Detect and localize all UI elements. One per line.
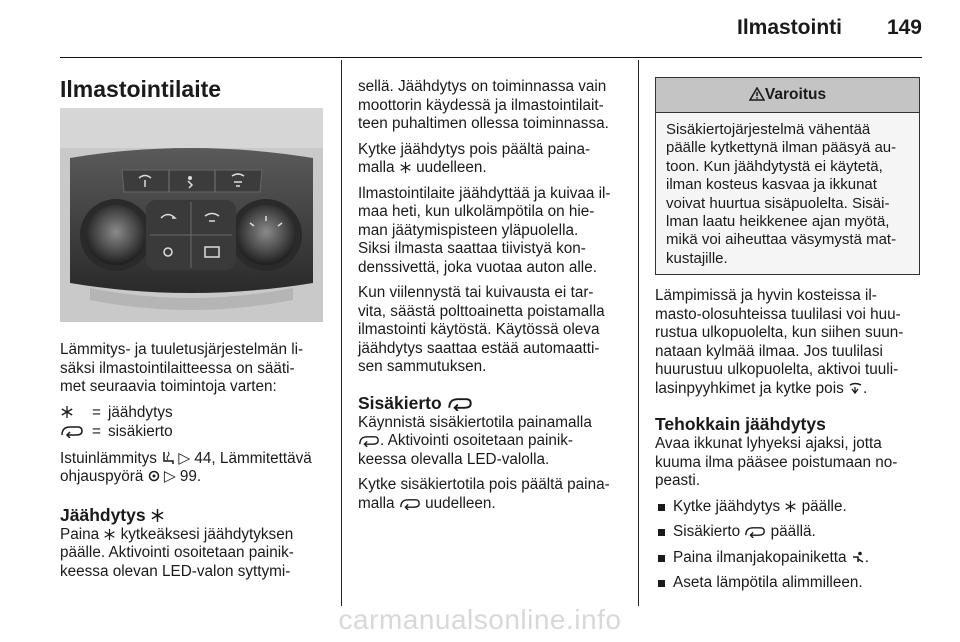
paragraph — [358, 185, 633, 278]
snowflake-icon — [150, 505, 165, 525]
text-line: masto-olosuhteissa tuulilasi voi huu- — [655, 305, 901, 323]
climate-control-panel-photo — [60, 108, 323, 322]
paragraph — [358, 78, 633, 134]
column-3-text — [655, 287, 930, 600]
text-line — [358, 495, 633, 514]
text-fragment: uudelleen. — [425, 494, 496, 512]
text-line: voivat huurtua sisäpuolelta. Sisäi- — [666, 194, 890, 212]
list-item — [655, 498, 930, 517]
warning-body — [656, 113, 919, 268]
list-item — [655, 574, 930, 593]
paragraph — [655, 287, 930, 398]
recirculation-icon — [744, 523, 766, 540]
intro-paragraph — [60, 341, 335, 397]
subsection-title: Jäähdytys — [60, 504, 146, 525]
text-line: Kytke sisäkiertotila pois päältä paina- — [358, 476, 610, 493]
text-line: keessa olevan LED-valon syttymi- — [60, 562, 291, 580]
text-line: toon. Kun jäähdytystä ei käytetä, — [666, 157, 883, 175]
text-line: rustua ulkopuolelta, kun siihen suun- — [655, 324, 904, 341]
text-line: ilmastointi käytöstä. Käytössä oleva — [358, 321, 600, 338]
steering-wheel-heat-icon — [148, 468, 160, 485]
definition-row-recirculation — [60, 423, 335, 442]
text-line: Kytke jäähdytys pois päältä paina- — [358, 140, 591, 158]
text-fragment: Paina ilmanjakopainiketta — [673, 548, 847, 566]
cooling-paragraph — [60, 526, 335, 582]
definition-text: sisäkierto — [108, 422, 173, 440]
reference-label: ohjauspyörä — [60, 468, 144, 485]
text-line: lasinpyyhkimet ja kytke pois . — [655, 379, 868, 397]
list-item — [655, 549, 930, 568]
warning-triangle-icon — [749, 86, 765, 104]
snowflake-icon — [60, 404, 92, 423]
bullet-square — [658, 529, 665, 536]
text-line: denssivettä, joka vuotaa auton alle. — [358, 258, 597, 276]
snowflake-icon — [784, 498, 797, 515]
text-line: mikä voi aiheuttaa väsymystä mat- — [666, 231, 897, 249]
text-line: met seuraavia toimintoja varten: — [60, 378, 277, 395]
recirculation-icon — [399, 495, 421, 512]
text-line — [60, 450, 335, 469]
page-ref-arrow-icon: ▷ — [163, 468, 176, 485]
equals-sign: = — [92, 403, 101, 421]
text-line: päälle. Aktivointi osoitetaan painik- — [60, 544, 294, 561]
seat-heating-icon — [161, 450, 174, 467]
warning-header — [656, 78, 919, 113]
text-line: peasti. — [655, 472, 701, 489]
text-fragment: Paina — [60, 525, 100, 543]
text-fragment: . Aktivointi osoitetaan painik- — [380, 432, 574, 449]
windshield-air-icon — [848, 380, 863, 397]
text-line: päälle kytkettynä ilman pääsyä au- — [666, 139, 897, 157]
text-fragment: päällä. — [770, 523, 816, 540]
text-line: kuuma ilma pääsee poistumaan no- — [655, 453, 898, 471]
column-divider-1 — [341, 60, 342, 606]
text-line: Kun viilennystä tai kuivausta ei tar- — [358, 284, 594, 301]
watermark: carmanualsonline.info — [338, 604, 622, 635]
recirculation-icon — [447, 393, 473, 413]
text-line: kustajille. — [666, 249, 728, 267]
column-2-text — [358, 78, 633, 520]
list-item-text — [673, 498, 847, 517]
text-line: moottorin käydessä ja ilmastointilait- — [358, 96, 604, 114]
bullet-square — [658, 580, 665, 587]
list-item-text: Aseta lämpötila alimmilleen. — [673, 574, 863, 591]
page-ref-arrow-icon: ▷ — [178, 449, 191, 467]
text-line: lman laatu heikkenee ajan myötä, — [666, 213, 890, 231]
text-fragment: Kytke jäähdytys — [673, 497, 781, 515]
running-header-title: Ilmastointi — [736, 16, 842, 39]
warning-box — [655, 77, 920, 275]
list-item — [655, 523, 930, 542]
text-line: Siksi ilmasta saattaa tiivistyä kon- — [358, 240, 586, 257]
paragraph — [358, 141, 633, 178]
text-fragment: kytkeäksesi jäähdytyksen — [120, 525, 294, 543]
reference-label: Istuinlämmitys — [60, 449, 157, 467]
text-fragment: malla — [358, 159, 395, 176]
section-heading: Ilmastointilaite — [60, 76, 222, 102]
text-fragment: päälle. — [801, 497, 847, 515]
recirculation-icon — [60, 423, 92, 442]
subsection-heading-recirculation — [358, 392, 633, 414]
text-line — [358, 432, 633, 451]
text-line: maa heti, kun ulkolämpötila on hie- — [358, 203, 595, 220]
text-line — [60, 468, 335, 487]
paragraph — [358, 284, 633, 377]
recirculation-icon — [358, 432, 380, 449]
definition-row-cooling — [60, 404, 335, 423]
text-line: nataan kylmää ilmaa. Jos tuulilasi — [655, 342, 883, 360]
text-line: man jäätymispisteen yläpuolella. — [358, 221, 579, 239]
column-divider-2 — [638, 60, 639, 606]
text-line: säksi ilmastointilaitteessa on sääti- — [60, 359, 295, 377]
equals-sign: = — [92, 422, 101, 440]
text-line: Avaa ikkunat lyhyeksi ajaksi, jotta — [655, 435, 882, 452]
text-line: Käynnistä sisäkiertotila painamalla — [358, 413, 592, 431]
definition-text: jäähdytys — [108, 403, 173, 421]
text-line: vita, säästä polttoainetta poistamalla — [358, 302, 605, 320]
text-line: keessa olevalla LED-valolla. — [358, 450, 550, 468]
snowflake-icon — [399, 159, 412, 176]
paragraph — [655, 435, 930, 491]
paragraph — [358, 476, 633, 513]
list-item-text — [673, 523, 816, 542]
text-line: jäähdytys saattaa estää automaatti- — [358, 339, 600, 357]
subsection-heading-max-cooling: Tehokkain jäähdytys — [655, 414, 826, 434]
snowflake-icon — [103, 526, 116, 543]
text-line: teen puhaltimen ollessa toiminnassa. — [358, 115, 609, 132]
page-number: 149 — [886, 16, 922, 39]
header-rule — [60, 57, 922, 58]
text-line: Ilmastointilaite jäähdyttää ja kuivaa il- — [358, 184, 611, 202]
text-fragment: Sisäkierto — [673, 523, 741, 540]
text-line: huurustuu ulkopuolelta, aktivoi tuuli- — [655, 361, 899, 378]
text-line: sellä. Jäähdytys on toiminnassa vain — [358, 78, 607, 95]
text-line — [358, 159, 633, 178]
subsection-heading-cooling — [60, 504, 335, 526]
text-line: ilman kosteus kasvaa ja ikkunat — [666, 176, 877, 194]
bullet-square — [658, 504, 665, 511]
text-line: Sisäkiertojärjestelmä vähentää — [666, 121, 871, 138]
cross-reference-paragraph — [60, 450, 335, 487]
text-line: Lämmitys- ja tuuletusjärjestelmän li- — [60, 341, 304, 358]
text-fragment: malla — [358, 494, 395, 512]
air-distribution-icon — [851, 549, 865, 566]
text-fragment: uudelleen. — [416, 159, 487, 176]
warning-title: Varoitus — [764, 86, 827, 103]
text-fragment: lasinpyyhkimet ja kytke pois — [655, 379, 844, 397]
text-line: Lämpimissä ja hyvin kosteissa il- — [655, 287, 877, 304]
reference-page: 44, Lämmitettävä — [194, 449, 312, 467]
list-item-text: Paina ilmanjakopainiketta . — [673, 548, 869, 566]
subsection-title: Sisäkierto — [358, 392, 442, 413]
text-line: sen sammutuksen. — [358, 358, 487, 375]
reference-page: 99. — [179, 468, 202, 485]
paragraph — [358, 414, 633, 470]
text-line — [60, 526, 335, 545]
bullet-square — [658, 555, 665, 562]
column-1-text — [60, 341, 335, 588]
